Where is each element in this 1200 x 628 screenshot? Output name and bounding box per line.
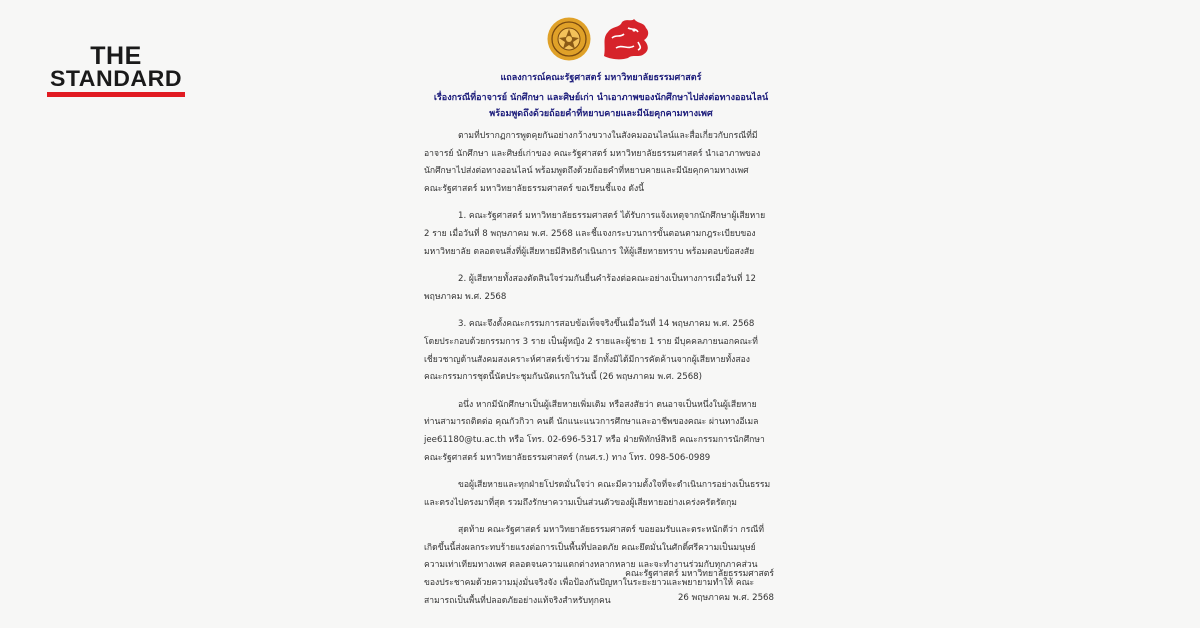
- logo-underline: [47, 92, 185, 97]
- statement-title: แถลงการณ์คณะรัฐศาสตร์ มหาวิทยาลัยธรรมศาสตร์: [500, 73, 702, 83]
- body-line: ของประชาคมด้วยความมุ่งมั่นจริงจัง เพื่อป้องกันปัญหาในระยะยาวและพยายามทำให้ คณะ: [424, 578, 755, 589]
- paragraph-item-2: [424, 271, 776, 306]
- logo-line-the: THE: [90, 42, 142, 70]
- statement-subject-line-1: เรื่องกรณีที่อาจารย์ นักศึกษา และศิษย์เก่า นำเอาภาพของนักศึกษาไปส่งต่อทางออนไลน์: [433, 93, 769, 103]
- body-line: สามารถเป็นพื้นที่ปลอดภัยอย่างแท้จริงสำหรับทุกคน: [424, 595, 611, 606]
- body-line: เชี่ยวชาญด้านสังคมสงเคราะห์ศาสตร์เข้าร่วม อีกทั้งมิได้มีการคัดค้านจากผู้เสียหายทั้งสอง: [424, 354, 750, 365]
- body-line: สุดท้าย คณะรัฐศาสตร์ มหาวิทยาลัยธรรมศาสตร์ ขอยอมรับและตระหนักดีว่า กรณีที่: [458, 525, 765, 536]
- header-logos: [546, 16, 656, 62]
- signature-name: คณะรัฐศาสตร์ มหาวิทยาลัยธรรมศาสตร์: [625, 569, 774, 579]
- body-line: jee61180@tu.ac.th หรือ โทร. 02-696-5317 หรือ ฝ่ายพิทักษ์สิทธิ คณะกรรมการนักศึกษา: [424, 434, 765, 445]
- body-line: 2 ราย เมื่อวันที่ 8 พฤษภาคม พ.ศ. 2568 และชี้แจงกระบวนการขั้นตอนตามกฎระเบียบของ: [424, 228, 756, 239]
- paragraph-contact: [424, 397, 776, 467]
- paragraph-assurance: [424, 477, 776, 512]
- signature-block: [424, 562, 774, 610]
- body-line: พฤษภาคม พ.ศ. 2568: [424, 291, 507, 302]
- body-line: 1. คณะรัฐศาสตร์ มหาวิทยาลัยธรรมศาสตร์ ได้รับการแจ้งเหตุจากนักศึกษาผู้เสียหาย: [458, 211, 766, 222]
- the-standard-logo: [47, 42, 185, 97]
- body-line: และตรงไปตรงมาที่สุด รวมถึงรักษาความเป็นส่วนตัวของผู้เสียหายอย่างเคร่งครัดรัดกุม: [424, 497, 737, 508]
- body-line: คณะรัฐศาสตร์ มหาวิทยาลัยธรรมศาสตร์ ขอเรียนชี้แจง ดังนี้: [424, 183, 645, 194]
- body-line: อาจารย์ นักศึกษา และศิษย์เก่าของ คณะรัฐศาสตร์ มหาวิทยาลัยธรรมศาสตร์ นำเอาภาพของ: [424, 148, 761, 159]
- paragraph-item-3: [424, 316, 776, 386]
- statement-body: [424, 128, 776, 620]
- statement-heading: [420, 70, 782, 122]
- body-line: เกิดขึ้นนี้ส่งผลกระทบร้ายแรงต่อการเป็นพื้นที่ปลอดภัย คณะยึดมั่นในศักดิ์ศรีความเป็นมนุษย์: [424, 542, 756, 553]
- lion-emblem-icon: [598, 16, 654, 62]
- body-line: อนึ่ง หากมีนักศึกษาเป็นผู้เสียหายเพิ่มเติม หรือสงสัยว่า ตนอาจเป็นหนึ่งในผู้เสียหาย: [458, 399, 757, 410]
- body-line: 2. ผู้เสียหายทั้งสองตัดสินใจร่วมกันยื่นคำร้องต่อคณะอย่างเป็นทางการเมื่อวันที่ 12: [458, 274, 757, 285]
- signature-date: 26 พฤษภาคม พ.ศ. 2568: [677, 593, 774, 603]
- statement-subject-line-2: พร้อมพูดถึงด้วยถ้อยคำที่หยาบคายและมีนัยคุกคามทางเพศ: [489, 109, 713, 119]
- paragraph-item-1: [424, 208, 776, 261]
- body-line: โดยประกอบด้วยกรรมการ 3 ราย เป็นผู้หญิง 2 รายและผู้ชาย 1 ราย มีบุคคลภายนอกคณะที่: [424, 336, 758, 347]
- body-line: คณะกรรมการชุดนี้นัดประชุมกันนัดแรกในวันนี้ (26 พฤษภาคม พ.ศ. 2568): [424, 372, 703, 383]
- body-line: คณะรัฐศาสตร์ มหาวิทยาลัยธรรมศาสตร์ (กนศ.ร.) ทาง โทร. 098-506-0989: [424, 452, 711, 463]
- body-line: ขอผู้เสียหายและทุกฝ่ายโปรดมั่นใจว่า คณะมีความตั้งใจที่จะดำเนินการอย่างเป็นธรรม: [458, 480, 771, 491]
- body-line: 3. คณะจึงตั้งคณะกรรมการสอบข้อเท็จจริงขึ้นเมื่อวันที่ 14 พฤษภาคม พ.ศ. 2568: [458, 319, 755, 330]
- logo-line-standard: STANDARD: [49, 66, 183, 91]
- body-line: มหาวิทยาลัย ตลอดจนสิ่งที่ผู้เสียหายมีสิทธิดำเนินการ ให้ผู้เสียหายทราบ พร้อมตอบข้อสงสัย: [424, 246, 755, 257]
- body-line: ท่านสามารถติดต่อ คุณกัวกิวา คนดี นักแนะแนวการศึกษาและอาชีพของคณะ ผ่านทางอีเมล: [424, 417, 759, 428]
- body-line: ความเท่าเทียมทางเพศ ตลอดจนความแตกต่างหลากหลาย และจะทำงานร่วมกับทุกภาคส่วน: [424, 560, 758, 571]
- university-seal-icon: [546, 16, 592, 62]
- paragraph-intro: [424, 128, 776, 198]
- body-line: นักศึกษาไปส่งต่อทางออนไลน์ พร้อมพูดถึงด้วยถ้อยคำที่หยาบคายและมีนัยคุกคามทางเพศ: [424, 166, 749, 177]
- body-line: ตามที่ปรากฏการพูดคุยกันอย่างกว้างขวางในสังคมออนไลน์และสื่อเกี่ยวกับกรณีที่มี: [458, 131, 758, 141]
